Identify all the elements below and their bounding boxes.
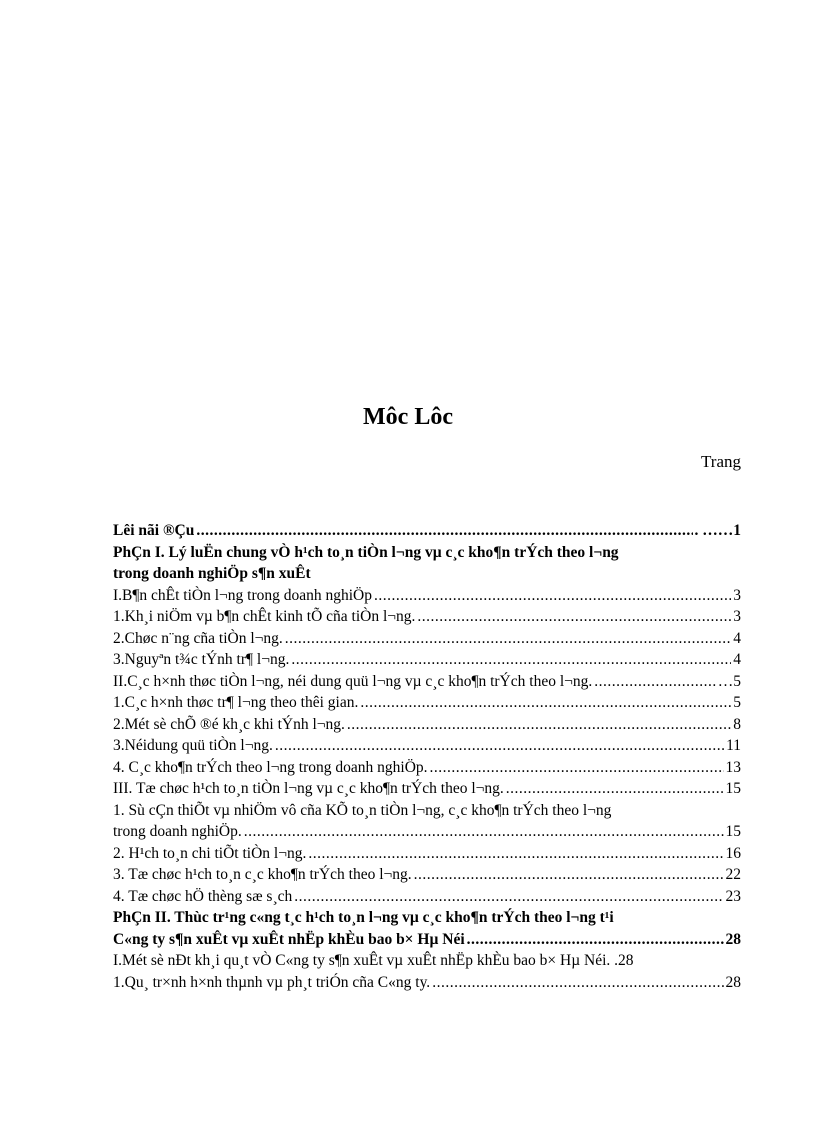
table-of-contents: [113, 520, 741, 993]
toc-entry: [113, 671, 741, 693]
toc-entry-text: I.B¶n chÊt tiÒn l¬ng trong doanh nghiÖp: [113, 586, 373, 604]
leader-dots: [347, 714, 731, 736]
toc-entry-text: 1. Sù cÇn thiÕt vµ nhiÖm vô cña KÕ to¸n tiÒn l¬ng, c¸c kho¶n trÝch theo l¬ng: [113, 801, 612, 819]
leader-dots: [374, 585, 731, 607]
toc-entry-page: 28: [725, 973, 741, 991]
toc-entry: [113, 950, 741, 972]
toc-entry-text: 2.Chøc n¨ng cña tiÒn l¬ng.: [113, 629, 283, 647]
toc-entry-page: . ……1: [694, 522, 741, 539]
toc-entry: [113, 843, 741, 865]
toc-entry-page: 28: [618, 952, 634, 969]
toc-entry-page: 3: [733, 608, 741, 625]
leader-dots: [432, 972, 723, 994]
toc-entry-text: 4. C¸c kho¶n trÝch theo l¬ng trong doanh nghiÖp.: [113, 758, 428, 776]
toc-entry-page: 4: [733, 651, 741, 668]
toc-entry: [113, 606, 741, 628]
leader-dots: [196, 520, 692, 542]
toc-entry: [113, 757, 741, 779]
leader-dots: [414, 864, 724, 886]
toc-part-heading: PhÇn I. Lý luËn chung vÒ h¹ch to¸n tiÒn l¬ng vµ c¸c kho¶n trÝch theo l¬ng: [113, 543, 619, 561]
leader-dots: [294, 886, 723, 908]
toc-entry-page: 8: [733, 715, 741, 733]
toc-entry-text: 4. Tæ chøc hÖ thèng sæ s¸ch: [113, 887, 293, 905]
toc-entry: [113, 585, 741, 607]
page-column-header: Trang: [701, 452, 741, 471]
leader-dots: [417, 606, 731, 628]
toc-entry: [113, 735, 741, 757]
toc-entry-part: [113, 929, 741, 951]
toc-entry-text: 1.Qu¸ tr×nh h×nh thµnh vµ ph¸t triÓn cña C«ng ty.: [113, 973, 431, 991]
toc-entry-text: 2. H¹ch to¸n chi tiÕt tiÒn l¬ng.: [113, 844, 307, 862]
toc-title: Môc Lôc: [363, 404, 453, 430]
toc-entry-text: 2.Mét sè chÕ ®é kh¸c khi tÝnh l¬ng.: [113, 715, 345, 733]
toc-entry-page: 11: [726, 737, 741, 754]
leader-dots: [275, 735, 724, 757]
toc-entry-page: 3: [733, 586, 741, 604]
toc-entry-page: 15: [725, 823, 741, 840]
toc-entry-page: 16: [725, 844, 741, 862]
leader-dots: [244, 821, 724, 843]
toc-entry: [113, 628, 741, 650]
toc-entry-page: 22: [725, 866, 741, 883]
toc-entry-page: 23: [725, 887, 741, 905]
toc-entry: [113, 886, 741, 908]
toc-entry-text: 3.Nguyªn t¾c tÝnh tr¶ l¬ng.: [113, 651, 290, 668]
toc-entry-text: 1.Kh¸i niÖm vµ b¶n chÊt kinh tÕ cña tiÒn l¬ng.: [113, 608, 416, 625]
toc-entry: [113, 821, 741, 843]
toc-entry: [113, 778, 741, 800]
toc-entry-text: 3. Tæ chøc h¹ch to¸n c¸c kho¶n trÝch theo l¬ng.: [113, 866, 412, 883]
toc-entry-text: III. Tæ chøc h¹ch to¸n tiÒn l¬ng vµ c¸c kho¶n trÝch theo l¬ng.: [113, 780, 504, 797]
leader-dots: [506, 778, 724, 800]
toc-entry-page: 28: [725, 930, 741, 948]
leader-dots: [594, 671, 716, 693]
toc-entry: [113, 649, 741, 671]
toc-entry-page: 4: [733, 629, 741, 647]
toc-entry-page: 5: [733, 694, 741, 711]
toc-part-heading: PhÇn II. Thùc tr¹ng c«ng t¸c h¹ch to¸n l¬ng vµ c¸c kho¶n trÝch theo l¬ng t¹i: [113, 909, 614, 926]
leader-dots: [467, 929, 724, 951]
toc-entry-text: II.C¸c h×nh thøc tiÒn l¬ng, néi dung quü l¬ng vµ c¸c kho¶n trÝch theo l¬ng.: [113, 672, 593, 690]
toc-entry-page: 15: [725, 780, 741, 797]
toc-part-heading-cont: trong doanh nghiÖp s¶n xuÊt: [113, 565, 311, 582]
toc-entry-text: 3.Néidung quü tiÒn l¬ng.: [113, 737, 273, 754]
toc-entry-intro: [113, 520, 741, 542]
toc-entry: [113, 972, 741, 994]
toc-entry-page: …5: [717, 672, 741, 690]
leader-dots: [291, 649, 731, 671]
leader-dots: [308, 843, 723, 865]
toc-entry: [113, 692, 741, 714]
toc-entry: [113, 864, 741, 886]
toc-entry-text: trong doanh nghiÖp.: [113, 823, 242, 840]
leader-dots: [285, 628, 732, 650]
toc-entry-text: I.Mét sè nÐt kh¸i qu¸t vÒ C«ng ty s¶n xuÊt vµ xuÊt nhËp khÈu bao b× Hµ Néi. .: [113, 952, 619, 969]
toc-entry-page: 13: [725, 758, 741, 776]
toc-entry: [113, 714, 741, 736]
toc-entry-text: 1.C¸c h×nh thøc tr¶ l¬ng theo thêi gian.: [113, 694, 359, 711]
toc-entry-text: C«ng ty s¶n xuÊt vµ xuÊt nhËp khÈu bao b× Hµ Néi: [113, 930, 465, 948]
leader-dots: [360, 692, 731, 714]
leader-dots: [430, 757, 724, 779]
toc-entry-text: Lêi nãi ®Çu: [113, 522, 195, 539]
